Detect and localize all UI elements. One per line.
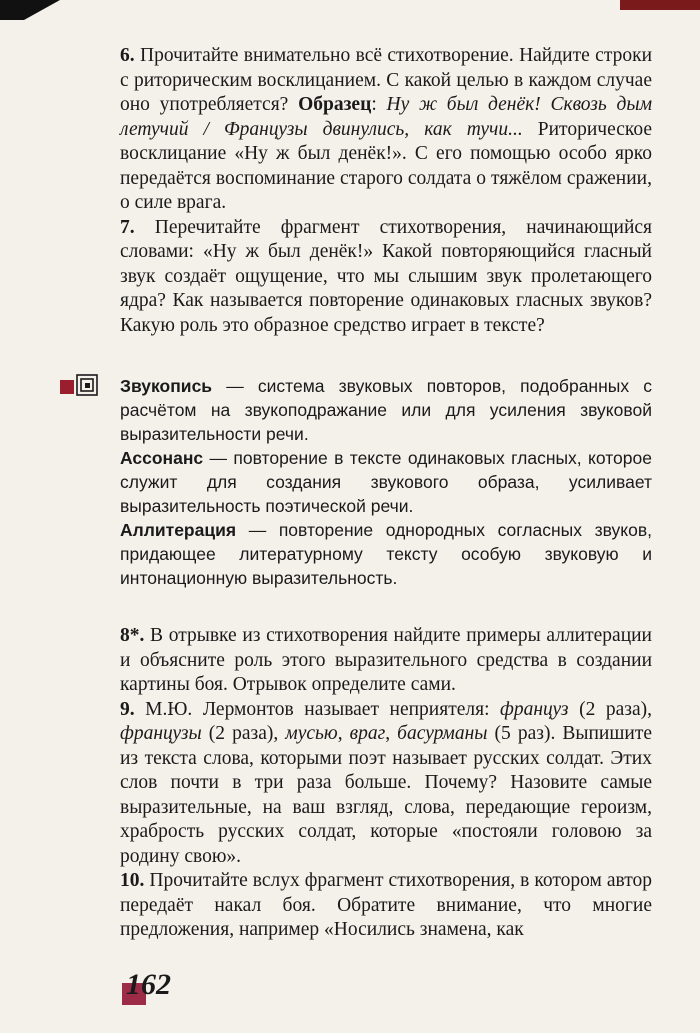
definition-text: — повторение однородных согласных звуков, придающее литературному тексту особую звуковую и интонационную выразительность. bbox=[120, 520, 652, 588]
section-marker-icon bbox=[60, 374, 100, 400]
question-number: 8*. bbox=[120, 625, 145, 646]
question-text: (2 раза), bbox=[568, 698, 652, 720]
sample-quote: Ну ж был денёк! Сквозь дым летучий / Французы двинулись, как тучи... bbox=[120, 94, 653, 140]
sample-text: Риторическое восклицание «Ну ж был денёк!». С его помощью особо ярко передаётся воспоминание старого солдата о тяжёлом сражении, о силе врага. bbox=[120, 118, 652, 213]
term: Ассонанс bbox=[120, 448, 204, 468]
page-corner-shadow bbox=[0, 0, 60, 20]
term: Звукопись bbox=[120, 376, 213, 396]
question-text: В отрывке из стихотворения найдите примеры аллитерации и объясните роль этого выразительного средства в создании картины боя. Отрывок определите сами. bbox=[120, 625, 652, 695]
sample-colon: : bbox=[371, 94, 387, 115]
question-8 bbox=[120, 624, 652, 698]
question-10 bbox=[120, 869, 652, 943]
question-text: Прочитайте вслух фрагмент стихотворения, в котором автор передаёт накал боя. Обратите внимание, что многие предложения, например «Носились знамена, как bbox=[120, 870, 653, 940]
question-9 bbox=[120, 698, 652, 870]
enemy-word: французы bbox=[120, 723, 202, 744]
enemy-word: мусью bbox=[285, 723, 338, 744]
question-text: , bbox=[337, 723, 350, 744]
definition-sound-writing bbox=[120, 374, 652, 446]
page-corner-accent bbox=[620, 0, 700, 10]
page-number: 162 bbox=[126, 968, 171, 1001]
question-text: Перечитайте фрагмент стихотворения, начинающийся словами: «Ну ж был денёк!» Какой повторяющийся гласный звук создаёт ощущение, что мы слышим звук пролетающего ядра? Как называется повторение одинаковых гласных звуков? Какую роль это образное средство играет в тексте? bbox=[120, 216, 652, 336]
enemy-word: француз bbox=[500, 698, 569, 720]
page-content bbox=[120, 44, 652, 943]
question-text: М.Ю. Лермонтов называет неприятеля: bbox=[145, 698, 501, 720]
question-text: , bbox=[385, 723, 398, 744]
theory-block bbox=[120, 374, 652, 590]
enemy-word: враг bbox=[349, 723, 386, 744]
question-6 bbox=[120, 44, 652, 216]
question-number: 9. bbox=[120, 698, 135, 720]
definition-text: — повторение в тексте одинаковых гласных, которое служит для создания звукового образа, усиливает выразительность поэтической речи. bbox=[120, 448, 652, 516]
question-text: (2 раза), bbox=[201, 723, 286, 744]
definition-alliteration bbox=[120, 518, 652, 590]
question-text: Прочитайте внимательно всё стихотворение. Найдите строки с риторическим восклицанием. С какой целью в каждом случае оно употребляется? bbox=[120, 45, 653, 115]
question-text: (5 раз). Выпишите из текста слова, которыми поэт называет русских солдат. Этих слов почти в три раза больше. Почему? Назовите самые выразительные, на ваш взгляд, слова, передающие героизм, храбрость русских солдат, которые «постояли головою за родину свою». bbox=[120, 723, 652, 867]
definition-text: — система звуковых повторов, подобранных с расчётом на звукоподражание или для усиления звуковой выразительности речи. bbox=[120, 376, 652, 444]
definition-assonance bbox=[120, 446, 652, 518]
term: Аллитерация bbox=[120, 520, 237, 540]
question-number: 10. bbox=[120, 870, 145, 891]
question-number: 7. bbox=[120, 216, 135, 238]
question-7 bbox=[120, 216, 652, 339]
enemy-word: басурманы bbox=[397, 723, 488, 744]
sample-label: Образец bbox=[298, 94, 372, 115]
question-number: 6. bbox=[120, 45, 135, 66]
